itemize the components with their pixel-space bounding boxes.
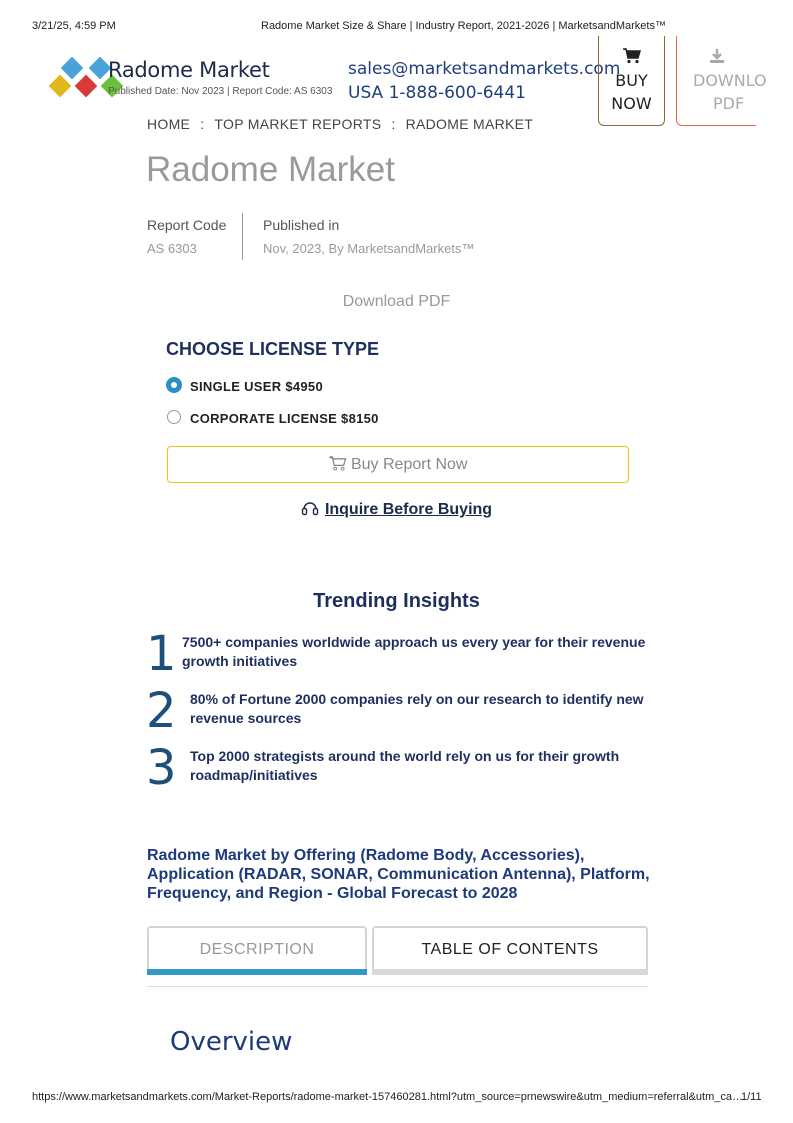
buy-now-label-2: NOW	[611, 94, 652, 113]
cart-icon	[329, 456, 347, 471]
published-label: Published in	[263, 217, 340, 233]
published-value: Nov, 2023, By MarketsandMarkets™	[263, 241, 475, 256]
download-icon	[709, 48, 725, 64]
breadcrumb: HOME : TOP MARKET REPORTS : RADOME MARKET	[147, 116, 534, 132]
buy-report-now-label: Buy Report Now	[350, 456, 468, 473]
overview-heading: Overview	[170, 1027, 293, 1057]
print-url: https://www.marketsandmarkets.com/Market-Reports/radome-market-157460281.html?utm_source=prnewswire&utm_medium=referral&utm_ca…	[32, 1091, 743, 1103]
insight-text-2: 80% of Fortune 2000 companies rely on our research to identify new revenue sources	[190, 691, 644, 726]
divider	[147, 986, 648, 987]
site-title[interactable]: Radome Market	[108, 58, 270, 82]
report-full-title: Radome Market by Offering (Radome Body, Accessories), Application (RADAR, SONAR, Communication Antenna), Platform, Frequency, and Region - Global Forecast to 2028	[147, 847, 650, 902]
sales-email-link[interactable]: sales@marketsandmarkets.com	[348, 59, 621, 79]
report-code-value: AS 6303	[147, 241, 197, 256]
breadcrumb-home[interactable]: HOME	[147, 116, 191, 132]
insight-number-2: 2	[146, 683, 177, 739]
insight-number-3: 3	[146, 740, 177, 796]
single-user-label[interactable]: SINGLE USER $4950	[190, 379, 323, 394]
download-pdf-link[interactable]: Download PDF	[342, 293, 451, 310]
report-code-label: Report Code	[147, 217, 227, 233]
corporate-license-radio[interactable]	[167, 410, 181, 424]
buy-report-now-button[interactable]	[167, 446, 629, 483]
download-label-1: DOWNLO	[693, 71, 767, 90]
phone-link[interactable]: USA 1-888-600-6441	[348, 83, 526, 103]
page-title: Radome Market	[146, 150, 395, 189]
inquire-label: Inquire Before Buying	[324, 501, 493, 518]
tab-description[interactable]: DESCRIPTION	[147, 926, 367, 974]
insight-text-3: Top 2000 strategists around the world rely on us for their growth roadmap/initiatives	[190, 748, 620, 783]
download-label-2: PDF	[713, 94, 745, 113]
print-page-number: 1/11	[741, 1091, 762, 1103]
single-user-radio[interactable]	[167, 378, 181, 392]
breadcrumb-radome-market[interactable]: RADOME MARKET	[405, 116, 534, 132]
trending-insights-heading: Trending Insights	[313, 590, 480, 612]
buy-now-button[interactable]	[598, 36, 665, 126]
license-heading: CHOOSE LICENSE TYPE	[166, 339, 380, 359]
cart-icon	[623, 48, 641, 64]
download-pdf-button[interactable]	[676, 36, 767, 126]
insight-text-1: 7500+ companies worldwide approach us every year for their revenue growth initiatives	[182, 634, 646, 669]
breadcrumb-top-market-reports[interactable]: TOP MARKET REPORTS	[214, 116, 382, 132]
headset-icon	[301, 500, 319, 516]
print-doc-title: Radome Market Size & Share | Industry Report, 2021-2026 | MarketsandMarkets™	[261, 20, 666, 32]
inquire-before-buying-link[interactable]	[0, 500, 793, 519]
tab-table-of-contents[interactable]: TABLE OF CONTENTS	[372, 926, 648, 974]
insight-number-1: 1	[146, 626, 177, 682]
print-datetime: 3/21/25, 4:59 PM	[32, 20, 116, 32]
tab-description-indicator	[147, 969, 367, 975]
published-line: Published Date: Nov 2023 | Report Code: AS 6303	[108, 86, 333, 97]
meta-divider	[242, 213, 243, 260]
tab-toc-indicator	[372, 969, 648, 975]
buy-now-label-1: BUY	[615, 71, 648, 90]
corporate-license-label[interactable]: CORPORATE LICENSE $8150	[190, 411, 379, 426]
